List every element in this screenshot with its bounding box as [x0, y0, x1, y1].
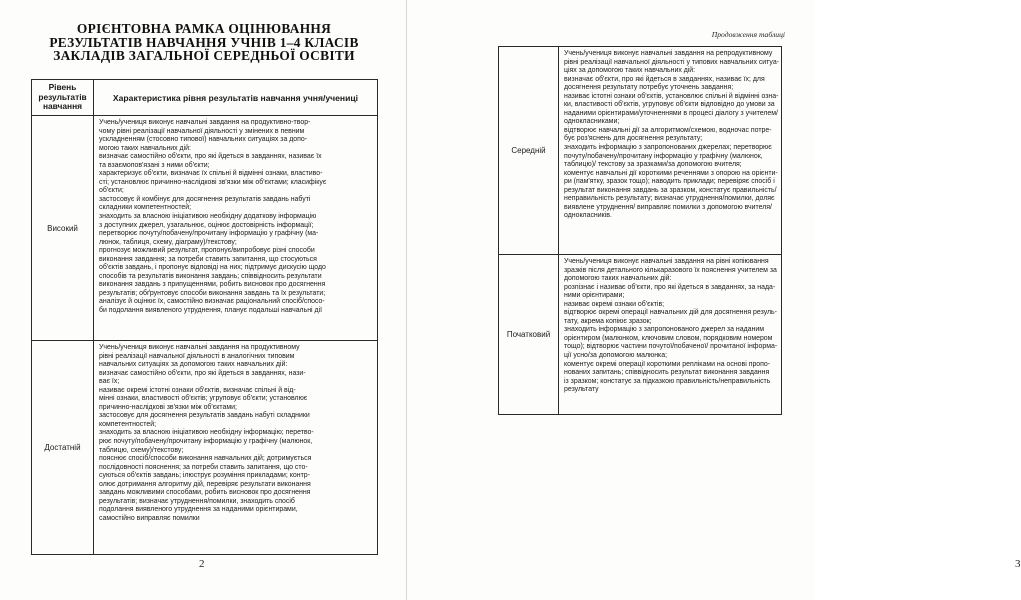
description-line: аналізує й оцінює їх, самостійно визначає раціональний спосіб/спосо- [99, 298, 325, 306]
description-line: допомогою таких навчальних дій: [564, 275, 672, 283]
description-line: тощо); відтворює частини почутої/побаченої/ прочитаної інформа- [564, 343, 778, 351]
description-line: виконання завдань з припущеннями, робить висновок про досягнення [99, 281, 326, 289]
description-line: люнок, таблиця, схему, діаграму)/текстову; [99, 238, 237, 246]
document-title [26, 22, 382, 63]
description-line: мінні ознаки, властивості об'єктів; угруповує об'єкти; установлює [99, 395, 308, 403]
page-number-left: 2 [199, 558, 205, 570]
title-line: ЗАКЛАДІВ ЗАГАЛЬНОЇ СЕРЕДНЬОЇ ОСВІТИ [53, 48, 355, 64]
table-row-initial [499, 255, 782, 415]
description-line: об'єктів завдань, і пропонує відповіді на них; підтримує дискусію щодо [99, 264, 326, 272]
header-characteristic: Характеристика рівня результатів навчання учня/учениці [94, 80, 378, 116]
description-line: визначає об'єкти, про які йдеться в завданнях, називає їх; для [564, 75, 765, 83]
description-line: із зразком; констатує за підказкою правильність/неправильність [564, 377, 771, 385]
description-line: результату [564, 386, 599, 394]
level-high-description [94, 116, 378, 341]
description-line: нованих запитань; співвідносить результат виконання завдання [564, 369, 770, 377]
description-line: таблицю)/ текстову за зразками/за допомогою вчителя; [564, 161, 742, 169]
description-line: об'єкти; [99, 187, 124, 195]
description-line: бує роз'яснень для досягнення результату; [564, 135, 703, 143]
description-line: Учень/учениця виконує навчальні завдання на продуктивно-твор- [99, 119, 311, 126]
assessment-table-left [31, 79, 378, 555]
description-line: знаходить інформацію з запропонованого джерел за наданим [564, 326, 764, 334]
description-line: та взаємопов'язані з ними об'єкти; [99, 161, 210, 169]
description-line: рівні реалізації навчальної діяльності у типових навчальних ситуа- [564, 58, 779, 66]
description-line: результат виконання завдань за зразком, констатує правильність/ [564, 186, 777, 194]
description-line: називає окремі істотні ознаки об'єктів, визначає спільні й від- [99, 386, 296, 394]
description-line: подолання виявленого утруднення за наданими орієнтирами, [99, 506, 298, 514]
description-line: однокласників. [564, 212, 612, 220]
description-line: застосовує для досягнення результатів завдань набуті складники [99, 412, 310, 420]
description-line: тату, акрема копіює зразок; [564, 317, 652, 325]
page-number-right: 3 [1015, 558, 1021, 570]
description-line: чому рівні реалізації навчальної діяльності у змінених в певним [99, 127, 305, 135]
left-page [0, 0, 407, 600]
table-header-row [32, 80, 378, 116]
description-line: виявлене утруднення/ виправляє помилки з допомогою вчителя/ [564, 203, 772, 211]
level-sufficient-description [94, 341, 378, 555]
description-line: називає окремі ознаки об'єктів; [564, 300, 665, 308]
description-line: наданими орієнтирами/уточненнями в процесі діалогу з учителем/ [564, 109, 778, 117]
description-line: результатів; обґрунтовує способи виконання завдань та їх результати; [99, 289, 326, 297]
description-line: знаходить за власною ініціативою необхідну інформацію; перетво- [99, 429, 314, 437]
level-medium-description [559, 47, 782, 255]
description-line: однокласниками; [564, 118, 620, 126]
table-row-high [32, 116, 378, 341]
description-line: розпізнає і називає об'єкти, про які йдеться в завданнях, за нада- [564, 283, 776, 291]
description-line: з доступних джерел, узагальнює, оцінює достовірність інформації; [99, 221, 314, 229]
description-line: почуту/побачену/прочитану інформацію у графічну (малюнок, [564, 152, 763, 160]
level-sufficient: Достатній [32, 341, 94, 555]
description-line: таблицю, схему)/текстову; [99, 446, 184, 454]
description-line: рює почуту/побачену/прочитану інформацію у графічну (малюнок, [99, 438, 313, 446]
description-line: орієнтиром (малюнком, ключовим словом, порядковим номером [564, 334, 773, 342]
description-line: ції усно/за допомогою малюнка; [564, 352, 668, 360]
description-line: завдань можливими способами, робить висновок про досягнення [99, 489, 311, 497]
description-line: досягнення результату потребує уточнень завдання; [564, 84, 734, 92]
assessment-table-right [498, 46, 782, 415]
description-line: ускладненням (стосовно типової) навчальних ситуаціях за допо- [99, 136, 308, 144]
description-line: сті; установлює причинно-наслідкові зв'язки між об'єктами; класифікує [99, 178, 327, 186]
description-line: навчальних ситуаціях за допомогою таких навчальних дій: [99, 361, 288, 369]
description-line: могою таких навчальних дій: [99, 144, 191, 152]
description-line: олює дотримання алгоритму дій, перевіряє результати виконання [99, 480, 311, 488]
description-line: визначає самостійно об'єкти, про які йдеться в завданнях, нази- [99, 369, 306, 377]
description-line: би подолання виявленого утруднення, планує подальші навчальні дії [99, 307, 323, 315]
description-line: послідовності пояснення; за потреби ставить запитання, що сто- [99, 463, 308, 471]
description-line: ває їх; [99, 378, 120, 386]
description-line: пояснює спосіб/способи виконання навчальних дій; дотримується [99, 455, 312, 463]
description-line: визначає самостійно об'єкти, про які йдеться в завданнях, називає їх [99, 153, 322, 161]
header-level: Рівень результатів навчання [32, 80, 94, 116]
table-row-medium [499, 47, 782, 255]
title-line: ОРІЄНТОВНА РАМКА ОЦІНЮВАННЯ [76, 21, 332, 36]
description-line: прогнозує можливий результат, пропонує/випробовує різні способи [99, 247, 315, 255]
description-line: рівні реалізації навчальної діяльності в аналогічних типовим [99, 352, 295, 360]
description-line: відтворює окремі операції навчальних дій для досягнення резуль- [564, 309, 777, 317]
description-line: суються об'єктів завдань; ілюструє розуміння прикладами; контр- [99, 472, 310, 480]
description-line: ки, властивості об'єктів, угруповує об'єкти відповідно до умови за [564, 101, 775, 109]
description-line: компетентностей; [99, 420, 157, 428]
description-line: Учень/учениця виконує навчальні завдання на продуктивному [99, 344, 300, 351]
description-line: застосовує й комбінує для досягнення результатів завдань набуті [99, 195, 311, 203]
level-medium: Середній [499, 47, 559, 255]
description-line: коментує навчальні дії короткими реченнями з опорою на орієнти- [564, 169, 778, 177]
description-line: знаходить за власною ініціативою необхідну додаткову інформацію [99, 213, 317, 221]
level-initial-description [559, 255, 782, 415]
description-line: неправильність результату; визначає утруднення/помилки, доляє [564, 195, 775, 203]
table-row-sufficient [32, 341, 378, 555]
description-line: відтворює навчальні дії за алгоритмом/схемою, водночас потре- [564, 126, 772, 134]
description-line: виконання завдання; за потреби ставить запитання, що стосуються [99, 255, 317, 263]
description-line: Учень/учениця виконує навчальні завдання на репродуктивному [564, 50, 773, 57]
description-line: складники компетентностей; [99, 204, 192, 212]
description-line: ри (пам'ятку, зразок тощо); наводить приклади; перевіряє спосіб і [564, 178, 775, 186]
level-high: Високий [32, 116, 94, 341]
description-line: ціях за допомогою таких навчальних дій: [564, 67, 696, 75]
description-line: коментує окремі операції короткими репліками на основі пропо- [564, 360, 771, 368]
title-line: РЕЗУЛЬТАТІВ НАВЧАННЯ УЧНІВ 1–4 КЛАСІВ [49, 34, 359, 50]
description-line: перетворює почуту/побачену/прочитану інформацію у графічну (ма- [99, 230, 319, 238]
description-line: знаходить інформацію з запропонованих джерелах; перетворює [564, 144, 772, 152]
level-initial: Початковий [499, 255, 559, 415]
continuation-label: Продовження таблиці [711, 30, 785, 39]
description-line: називає істотні ознаки об'єктів, установлює спільні й відмінні озна- [564, 92, 779, 100]
description-line: Учень/учениця виконує навчальні завдання на рівні копіювання [564, 258, 769, 265]
description-line: ними орієнтирами; [564, 292, 625, 300]
description-line: характеризує об'єкти, визначає їх спільні й відмінні ознаки, властиво- [99, 170, 323, 178]
description-line: результатів; визначає утруднення/помилки, знаходить спосіб [99, 497, 295, 505]
description-line: способів та результатів виконання завдань; співвідносить результати [99, 272, 322, 280]
description-line: самостійно виправляє помилки [99, 514, 200, 522]
description-line: причинно-наслідкові зв'язки між об'єктами; [99, 403, 237, 411]
description-line: зразків після детального кількаразового їх пояснення учителем за [564, 266, 777, 274]
